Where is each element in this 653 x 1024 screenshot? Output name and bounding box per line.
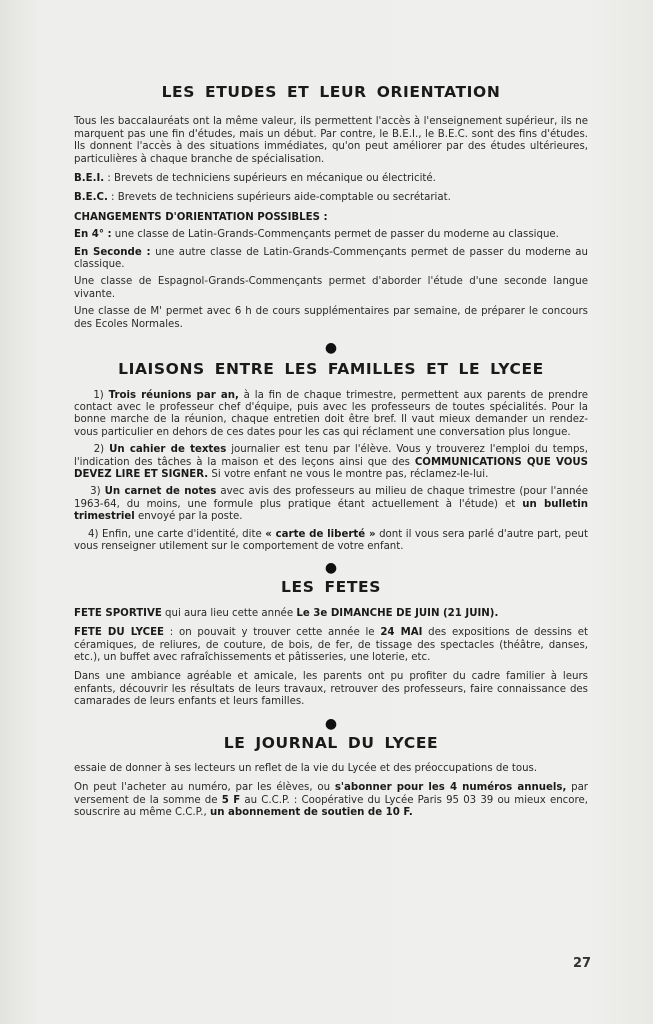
bullet-separator: ● <box>324 715 338 732</box>
p1-text: à la fin de chaque trimestre, permettent aux parents de prendre contact avec le professeur chef d'équipe, puis avec les professeurs de toutes spécialités. Pour la bonne marche de la réunion, chaque entretien doit être bref. Il vaut mieux demander un rendez-vous particulier en dehors de ces dates pour les cas qui réclament une conversation plus longue. <box>74 389 588 438</box>
liaisons-p1 <box>74 390 588 440</box>
liaisons-p4 <box>74 529 588 554</box>
page-content <box>74 83 588 820</box>
f1-bold: FETE SPORTIVE <box>74 607 162 619</box>
section-title-etudes: LES ETUDES ET LEUR ORIENTATION <box>161 83 501 101</box>
p2-bold: Un cahier de textes <box>109 444 227 456</box>
p2-bold2: COMMUNICATIONS QUE VOUS DEVEZ LIRE ET SIGNER. <box>74 456 588 480</box>
p3-bold: Un carnet de notes <box>104 486 217 498</box>
change-seconde-text: une autre classe de Latin-Grands-Commençants permet de passer du moderne au classique. <box>74 246 588 271</box>
bei-paragraph <box>74 173 588 185</box>
liaisons-p2 <box>74 444 588 481</box>
journal-p1: essaie de donner à ses lecteurs un reflet de la vie du Lycée et des préoccupations de tous. <box>74 763 538 775</box>
j2-text: On peut l'acheter au numéro, par les élèves, ou <box>74 782 335 794</box>
f2-text2: des expositions de dessins et céramiques, de reliures, de couture, de bois, de fer, de tissage des spectacles (théâtre, danses, etc.), un buffet avec rafraîchissements et pâtisseries, une loterie, etc. <box>74 627 588 663</box>
p3-text2: envoyé par la poste. <box>134 511 243 523</box>
fetes-sportive <box>74 608 588 620</box>
section-title-liaisons: LIAISONS ENTRE LES FAMILLES ET LE LYCEE <box>118 360 544 379</box>
bei-label: B.E.I. <box>74 173 105 185</box>
p2-text2: Si votre enfant ne vous le montre pas, réclamez-le-lui. <box>208 468 489 480</box>
section-title-journal: LE JOURNAL DU LYCEE <box>223 733 439 752</box>
f1-bold2: Le 3e DIMANCHE DE JUIN (21 JUIN). <box>296 607 499 619</box>
section-title-fetes: LES FETES <box>281 578 381 597</box>
bullet-separator: ● <box>324 560 338 577</box>
f1-text: qui aura lieu cette année <box>161 607 297 619</box>
change-m: Une classe de M' permet avec 6 h de cours supplémentaires par semaine, de préparer le concours des Ecoles Normales. <box>74 306 588 330</box>
liaisons-p3 <box>74 486 588 523</box>
p4-text2: dont il vous sera parlé d'autre part, peut vous renseigner utilement sur le comportement de votre enfant. <box>74 528 588 552</box>
p3-num: 3) <box>90 486 101 498</box>
change-espagnol: Une classe de Espagnol-Grands-Commençants permet d'aborder l'étude d'une seconde langue vivante. <box>74 276 588 300</box>
change-4e-text: une classe de Latin-Grands-Commençants permet de passer du moderne au classique. <box>111 229 559 241</box>
bullet-separator: ● <box>324 340 338 357</box>
changes-heading <box>74 212 588 224</box>
j2-bold3: un abonnement de soutien de 10 F. <box>209 807 413 819</box>
journal-p2 <box>74 782 588 819</box>
change-4e <box>74 229 588 241</box>
changes-heading-text: CHANGEMENTS D'ORIENTATION POSSIBLES : <box>74 211 328 223</box>
bec-label: B.E.C. <box>74 192 108 204</box>
bei-text: : Brevets de techniciens supérieurs en mécanique ou électricité. <box>104 173 436 185</box>
change-seconde <box>74 247 588 272</box>
p1-num: 1) <box>93 389 104 401</box>
p4-bold: « carte de liberté » <box>265 528 376 540</box>
p4-text: Enfin, une carte d'identité, dite <box>98 528 266 540</box>
bec-text: : Brevets de techniciens supérieurs aide-comptable ou secrétariat. <box>107 192 451 204</box>
fetes-ambiance: Dans une ambiance agréable et amicale, les parents ont pu profiter du cadre familier à leurs enfants, découvrir les résultats de leurs travaux, retrouver des professeurs, faire connaissance des camarades de leurs enfants et leurs familles. <box>74 671 588 708</box>
p4-num: 4) <box>88 528 99 540</box>
p1-bold: Trois réunions par an, <box>108 389 239 401</box>
page-number: 27 <box>573 956 592 971</box>
f2-bold2: 24 MAI <box>380 627 423 639</box>
j2-bold: s'abonner pour les 4 numéros annuels, <box>334 782 567 794</box>
f2-text: : on pouvait y trouver cette année le <box>164 627 381 639</box>
p3-bold2: un bulletin trimestriel <box>74 498 588 523</box>
change-seconde-label: En Seconde : <box>74 246 151 258</box>
p2-num: 2) <box>93 444 105 456</box>
etudes-intro: Tous les baccalauréats ont la même valeur, ils permettent l'accès à l'enseignement supérieur, ils ne marquent pas une fin d'études, mais un début. Par contre, le B.E.I., le B.E.C. sont des fins d'études. Ils donnent l'accès à des situations immédiates, qu'on peut améliorer par des études ultérieures, particulières à chaque branche de spécialisation. <box>74 116 588 165</box>
f2-bold: FETE DU LYCEE <box>74 627 165 639</box>
j2-bold2: 5 F <box>221 794 241 806</box>
fetes-lycee <box>74 627 588 664</box>
p2-text: journalier est tenu par l'élève. Vous y trouverez l'emploi du temps, l'indication des tâches à la maison et des leçons ainsi que des <box>74 444 588 468</box>
j2-text2: par versement de la somme de <box>74 782 588 806</box>
j2-text3: au C.C.P. : Coopérative du Lycée Paris 95 03 39 ou mieux encore, souscrire au même C.C.P., <box>74 794 588 819</box>
change-4e-label: En 4° : <box>74 229 112 241</box>
p3-text: avec avis des professeurs au milieu de chaque trimestre (pour l'année 1963-64, du moins, une formule plus pratique étant actuellement à l'étude) et <box>74 486 588 510</box>
bec-paragraph <box>74 192 588 204</box>
